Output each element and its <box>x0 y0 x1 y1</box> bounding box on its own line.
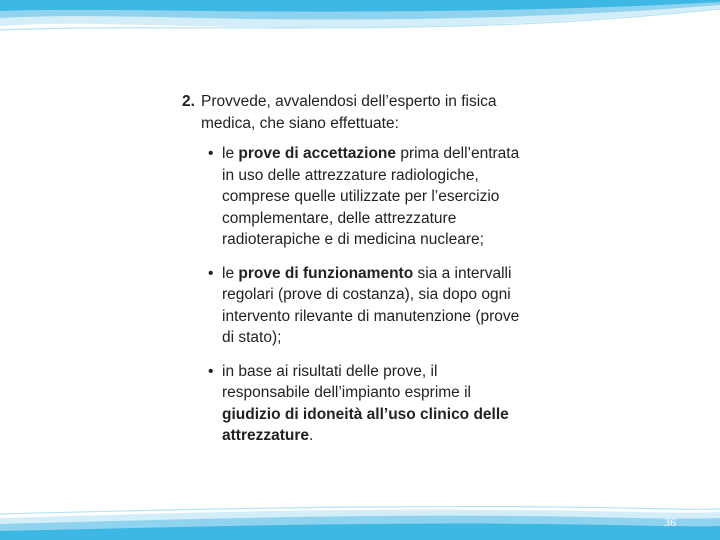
bullet-icon: • <box>208 145 214 162</box>
item-text: le <box>222 264 239 282</box>
heading-text: Provvede, avvalendosi dell’esperto in fisica medica, che siano effettuate: <box>201 93 497 132</box>
slide-content <box>182 91 522 459</box>
bullet-icon: • <box>208 264 214 282</box>
list-item <box>202 143 522 251</box>
list-item <box>202 361 522 447</box>
item-bold-text: giudizio di idoneità all’uso clinico delle attrezzature <box>222 405 509 444</box>
top-wave-decoration <box>0 0 720 40</box>
list-item <box>202 263 522 349</box>
heading-number: 2. <box>182 93 195 110</box>
item-bold-text: prove di accettazione <box>238 145 397 162</box>
item-text: prima dell’entrata in uso delle attrezzature radiologiche, comprese quelle utilizzate per l’esercizio complementare, delle attrezzature radioterapiche e di medicina nucleare; <box>222 145 520 248</box>
item-text: in base ai risultati delle prove, il responsabile dell’impianto esprime il <box>222 362 471 401</box>
page-number: 36 <box>664 515 676 529</box>
bullet-list <box>182 143 522 447</box>
item-text: . <box>309 427 314 444</box>
item-bold-text: prove di funzionamento <box>238 264 414 282</box>
heading <box>182 91 522 134</box>
bullet-icon: • <box>208 362 214 380</box>
item-text: le <box>222 145 239 162</box>
bottom-wave-decoration <box>0 504 720 540</box>
item-text: sia a intervalli regolari (prove di costanza), sia dopo ogni intervento rilevante di manutenzione (prove di stato); <box>222 264 520 346</box>
